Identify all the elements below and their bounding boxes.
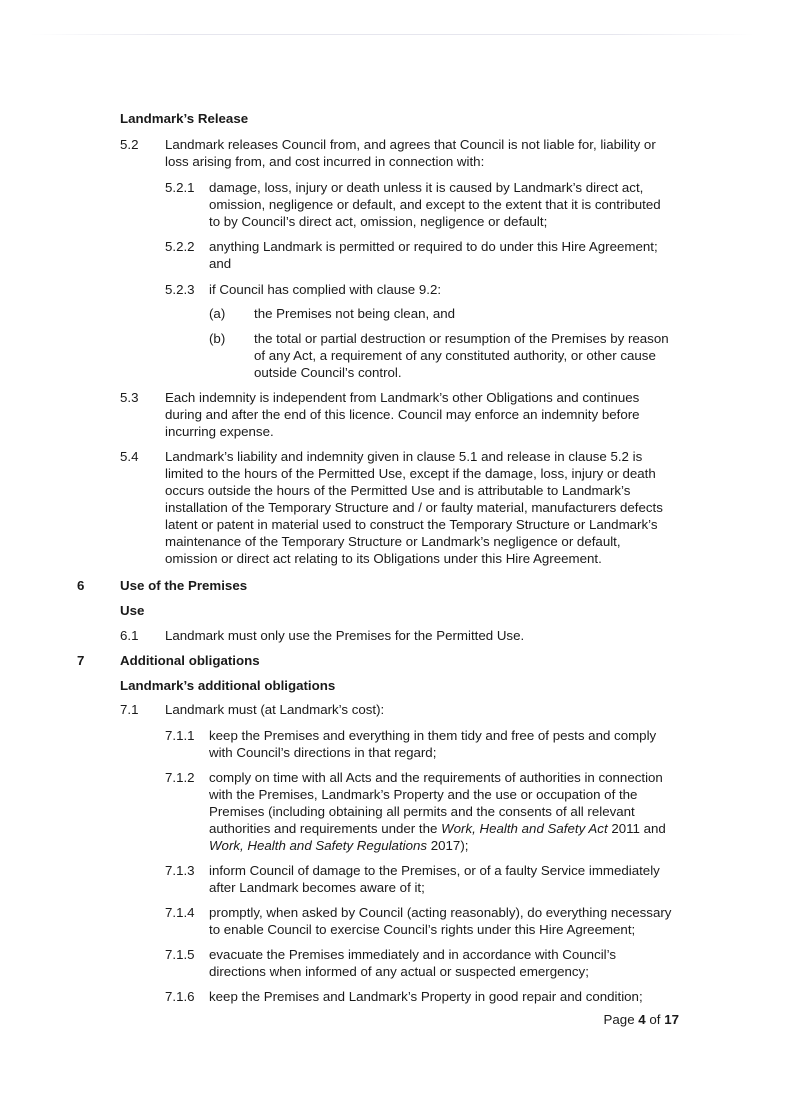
section-heading-use-of-premises: Use of the Premises [120,578,248,593]
clause-text-b: the total or partial destruction or resumption of the Premises by reason of any Act, a requirement of any constituted authority, or other cause outside Council’s control. [254,331,669,380]
clause-text-5-4: Landmark’s liability and indemnity given in clause 5.1 and release in clause 5.2 is limited to the hours of the Permitted Use, except if the damage, loss, injury or death occurs outside the hours of the Permitted Use and is attributable to Landmark’s installation of the Temporary Structure and / or faulty material, manufacturers defects latent or patent in material used to construct the Temporary Structure or Landmark’s maintenance of the Temporary Structure or Landmark’s negligence or default, omission or direct act relating to its Obligations under this Hire Agreement. [165,449,663,566]
clause-text-5-3: Each indemnity is independent from Landmark’s other Obligations and continues during and after the end of this licence. Council may enforce an indemnity before incurring expense. [165,390,640,439]
section-heading-release: Landmark’s Release [120,111,249,126]
regulations-title-italic: Work, Health and Safety Regulations [209,838,428,853]
clause-text-7-1-2 [209,769,677,854]
clause-number-7-1-1: 7.1.1 [165,728,195,743]
clause-number-a: (a) [209,306,226,321]
clause-number-5-2-3: 5.2.3 [165,282,195,297]
clause-text-7-1-2-part-b: 2011 and [607,821,666,836]
page-number: 4 [638,1012,646,1027]
page-total: 17 [664,1012,679,1027]
clause-number-7-1-2: 7.1.2 [165,770,195,785]
act-title-italic: Work, Health and Safety Act [441,821,608,836]
clause-number-b: (b) [209,331,226,346]
clause-text-5-2: Landmark releases Council from, and agrees that Council is not liable for, liability or loss arising from, and cost incurred in connection with: [165,137,656,169]
clause-text-5-2-1: damage, loss, injury or death unless it is caused by Landmark’s direct act, omission, negligence or default, and except to the extent that it is contributed to by Council’s direct act, omission, negligence or default; [209,180,661,229]
scan-artifact-line [30,34,755,35]
clause-number-7-1: 7.1 [120,702,139,717]
clause-text-7-1-4: promptly, when asked by Council (acting reasonably), do everything necessary to enable Council to exercise Council’s rights under this Hire Agreement; [209,905,672,937]
clause-number-6-1: 6.1 [120,628,139,643]
clause-number-7-1-3: 7.1.3 [165,863,195,878]
clause-text-7-1-2-part-a: comply on time with all Acts and the requirements of authorities in connection with the Premises, Landmark’s Property and the use or occupation of the Premises (including obtaining all permits and the consents of all relevant authorities and requirements under the [209,770,663,836]
clause-number-5-4: 5.4 [120,449,139,464]
page-footer [604,1012,679,1027]
clause-text-7-1-3: inform Council of damage to the Premises, or of a faulty Service immediately after Landmark becomes aware of it; [209,863,660,895]
clause-number-7-1-4: 7.1.4 [165,905,195,920]
clause-text-7-1-2-part-c: 2017); [427,838,469,853]
clause-text-a: the Premises not being clean, and [254,306,456,321]
clause-text-5-2-3: if Council has complied with clause 9.2: [209,282,442,297]
clause-number-5-3: 5.3 [120,390,139,405]
of-word: of [649,1012,661,1027]
page-word: Page [603,1012,635,1027]
clause-text-6-1: Landmark must only use the Premises for the Permitted Use. [165,628,525,643]
clause-number-7-1-6: 7.1.6 [165,989,195,1004]
section-number-7: 7 [77,653,85,668]
subheading-landmarks-additional-obligations: Landmark’s additional obligations [120,678,336,693]
clause-number-5-2: 5.2 [120,137,139,152]
clause-text-7-1-6: keep the Premises and Landmark’s Property in good repair and condition; [209,989,643,1004]
clause-text-5-2-2: anything Landmark is permitted or required to do under this Hire Agreement; and [209,239,658,271]
section-heading-additional-obligations: Additional obligations [120,653,260,668]
clause-text-7-1: Landmark must (at Landmark’s cost): [165,702,385,717]
clause-text-7-1-5: evacuate the Premises immediately and in accordance with Council’s directions when informed of any actual or suspected emergency; [209,947,616,979]
clause-text-7-1-1: keep the Premises and everything in them tidy and free of pests and comply with Council’s directions in that regard; [209,728,657,760]
section-number-6: 6 [77,578,85,593]
clause-number-5-2-2: 5.2.2 [165,239,195,254]
subheading-use: Use [120,603,145,618]
clause-number-7-1-5: 7.1.5 [165,947,195,962]
clause-number-5-2-1: 5.2.1 [165,180,195,195]
